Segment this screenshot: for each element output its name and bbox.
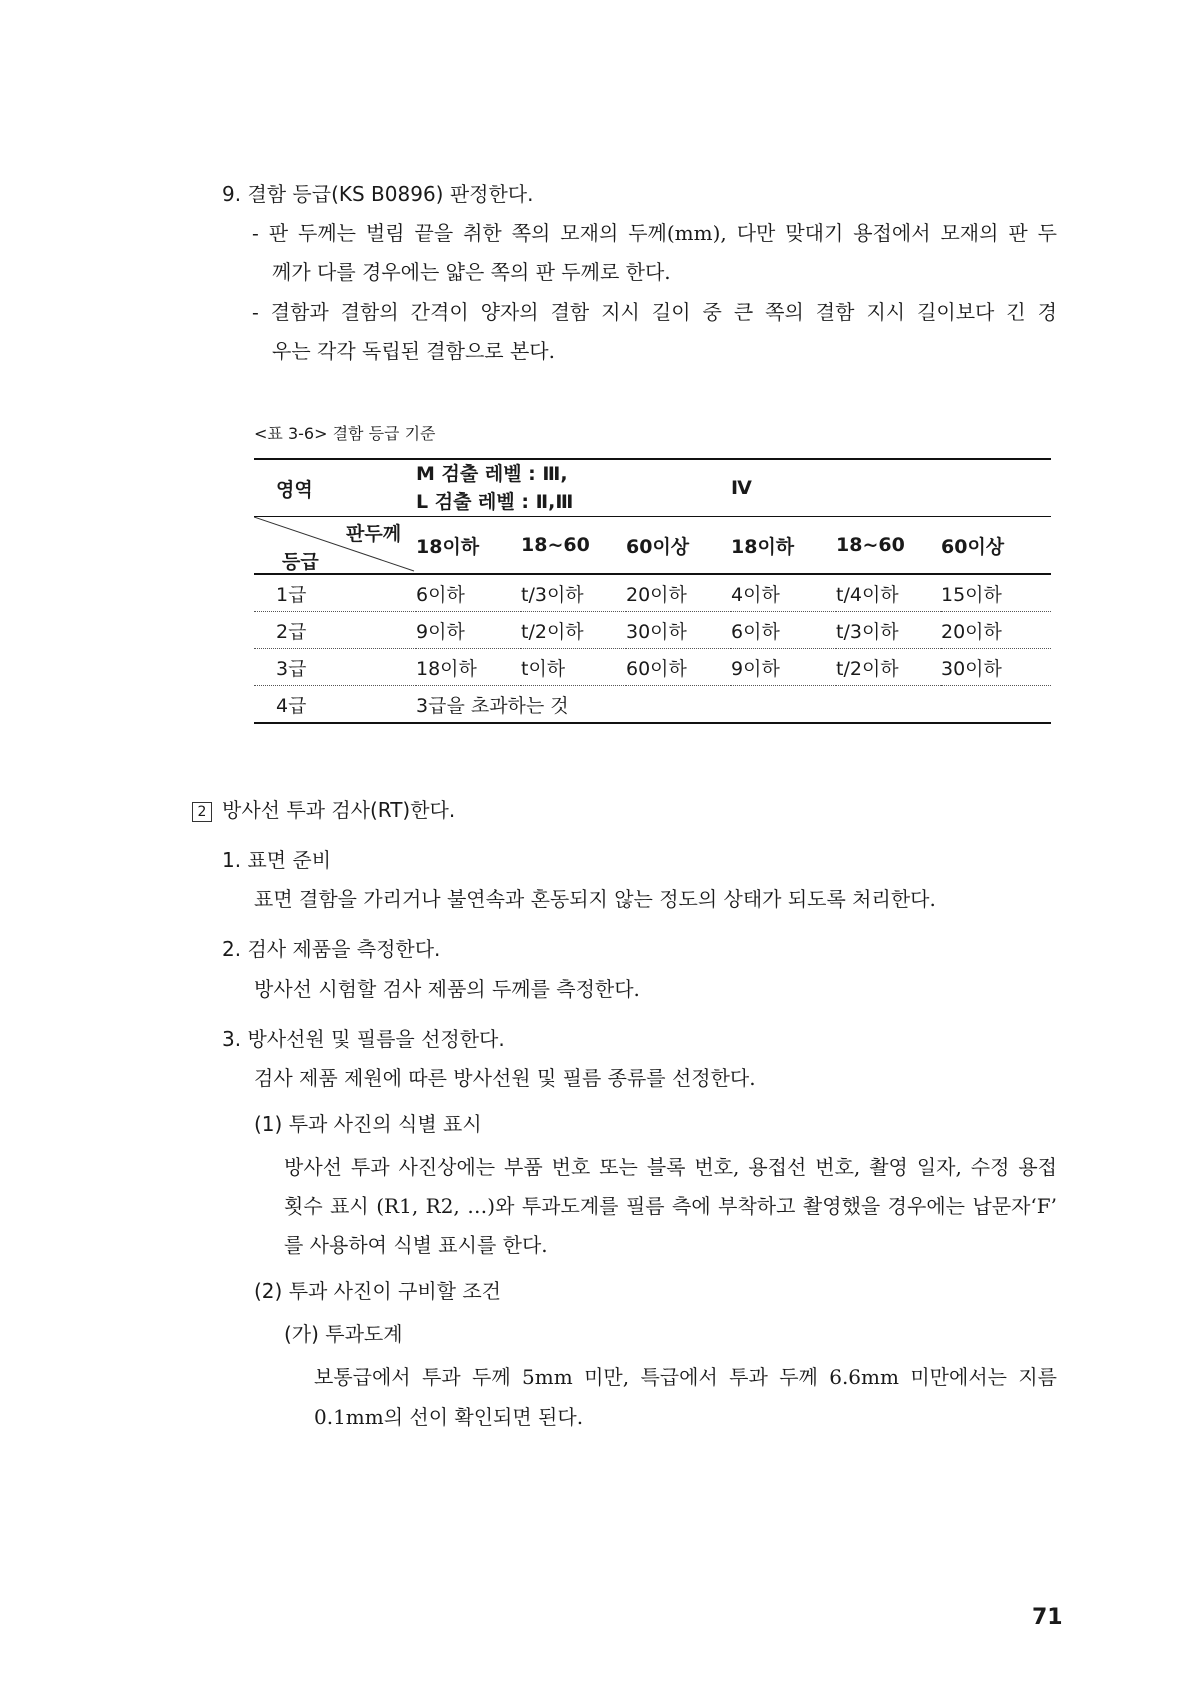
- table-cell: 30이하: [941, 649, 1051, 686]
- table-cell: 6이하: [416, 574, 521, 612]
- s3-body: 검사 제품 제원에 따른 방사선원 및 필름 종류를 선정한다.: [254, 1066, 756, 1090]
- header-m-l-level: [416, 459, 731, 517]
- header-area: 영역: [254, 459, 416, 517]
- header-m-level: M 검출 레벨 : Ⅲ,: [416, 463, 568, 485]
- bullet-2-line-2: 우는 각각 독립된 결함으로 본다.: [272, 339, 555, 363]
- row-grade: 2급: [254, 612, 416, 649]
- table-cell: 9이하: [416, 612, 521, 649]
- section-number-box: 2: [192, 802, 212, 822]
- header-grade: 등급: [282, 551, 319, 573]
- row-grade: 4급: [254, 686, 416, 724]
- header-diagonal-cell: [254, 517, 416, 575]
- table-cell: 20이하: [626, 574, 731, 612]
- table-cell: t/2이하: [836, 649, 941, 686]
- rt-heading: 방사선 투과 검사(RT)한다.: [222, 798, 456, 822]
- page-number: 71: [1032, 1605, 1063, 1630]
- table-caption: <표 3-6> 결함 등급 기준: [254, 424, 436, 443]
- s1-title: 1. 표면 준비: [222, 848, 332, 872]
- table-cell: 4이하: [731, 574, 836, 612]
- header-l-level: L 검출 레벨 : Ⅱ,Ⅲ: [416, 491, 574, 513]
- s2-title: 2. 검사 제품을 측정한다.: [222, 937, 441, 961]
- p1-line-1: 방사선 투과 사진상에는 부품 번호 또는 블록 번호, 용접선 번호, 촬영 일자, 수정 용접: [284, 1155, 1057, 1179]
- p1-line-2: 횟수 표시 (R1, R2, …)와 투과도계를 필름 측에 부착하고 촬영했을 경우에는 납문자‘F’: [284, 1194, 1057, 1218]
- col-header-2: 18~60: [521, 517, 626, 575]
- header-thickness: 판두께: [346, 523, 402, 545]
- table-cell: t/2이하: [521, 612, 626, 649]
- table-cell-note: 3급을 초과하는 것: [416, 686, 1051, 724]
- table-row: [254, 574, 1051, 612]
- s3-title: 3. 방사선원 및 필름을 선정한다.: [222, 1027, 505, 1051]
- row-grade: 3급: [254, 649, 416, 686]
- s1-body: 표면 결함을 가리거나 불연속과 혼동되지 않는 정도의 상태가 되도록 처리한다.: [254, 887, 936, 911]
- table-cell: 20이하: [941, 612, 1051, 649]
- col-header-6: 60이상: [941, 517, 1051, 575]
- row-grade: 1급: [254, 574, 416, 612]
- col-header-5: 18~60: [836, 517, 941, 575]
- bullet-2-line-1: - 결함과 결함의 간격이 양자의 결함 지시 길이 중 큰 쪽의 결함 지시 길이보다 긴 경: [252, 300, 1057, 324]
- table-cell: t/4이하: [836, 574, 941, 612]
- table-cell: t/3이하: [836, 612, 941, 649]
- header-iv: Ⅳ: [731, 459, 1051, 517]
- p1-line-3: 를 사용하여 식별 표시를 한다.: [284, 1233, 548, 1257]
- rt-heading-line: [192, 796, 455, 824]
- bullet-1-line-1: - 판 두께는 벌림 끝을 취한 쪽의 모재의 두께(mm), 다만 맞대기 용접에서 모재의 판 두: [252, 221, 1057, 245]
- bullet-1-line-2: 께가 다를 경우에는 얇은 쪽의 판 두께로 한다.: [272, 260, 671, 284]
- p1-title: (1) 투과 사진의 식별 표시: [254, 1112, 482, 1136]
- table-cell: t/3이하: [521, 574, 626, 612]
- table-cell: 6이하: [731, 612, 836, 649]
- col-header-3: 60이상: [626, 517, 731, 575]
- table-cell: 9이하: [731, 649, 836, 686]
- col-header-1: 18이하: [416, 517, 521, 575]
- p2-title: (2) 투과 사진이 구비할 조건: [254, 1279, 501, 1303]
- ga-line-1: 보통급에서 투과 두께 5mm 미만, 특급에서 투과 두께 6.6mm 미만에서는 지름: [314, 1365, 1057, 1389]
- table-cell: 60이하: [626, 649, 731, 686]
- section-9-heading: 9. 결함 등급(KS B0896) 판정한다.: [222, 182, 534, 206]
- table-row: [254, 649, 1051, 686]
- table-cell: 30이하: [626, 612, 731, 649]
- table-row: [254, 612, 1051, 649]
- table-row: [254, 686, 1051, 724]
- table-cell: 18이하: [416, 649, 521, 686]
- col-header-4: 18이하: [731, 517, 836, 575]
- ga-title: (가) 투과도계: [284, 1322, 403, 1346]
- table-cell: 15이하: [941, 574, 1051, 612]
- s2-body: 방사선 시험할 검사 제품의 두께를 측정한다.: [254, 977, 640, 1001]
- table-cell: t이하: [521, 649, 626, 686]
- defect-grade-table: [254, 458, 1051, 724]
- ga-line-2: 0.1mm의 선이 확인되면 된다.: [314, 1405, 584, 1429]
